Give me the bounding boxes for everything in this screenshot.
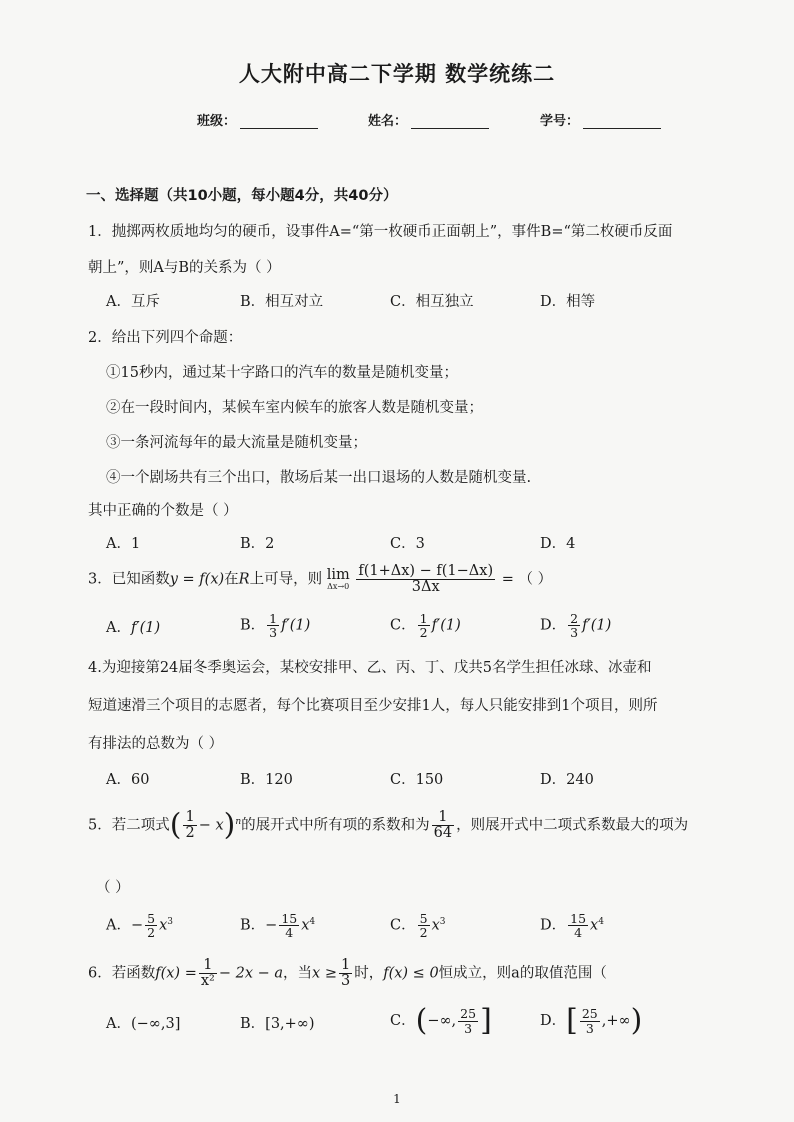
q5-option-a-label: A．	[106, 917, 131, 934]
q6-ineq: f(x) ≤ 0	[383, 965, 439, 982]
q1-stem-line1: 1．抛掷两枚质地均匀的硬币，设事件A=“第一枚硬币正面朝上”，事件B=“第二枚硬币反面	[88, 224, 673, 240]
q6-option-d-open: [	[566, 1003, 578, 1038]
q4-option-b: B．120	[240, 772, 293, 788]
q5-base-num: 1	[185, 809, 195, 825]
q6-option-d-den: 3	[585, 1020, 594, 1036]
q1-option-a: A．互斥	[106, 294, 160, 310]
q5-open-paren: (	[169, 807, 182, 843]
q5-base-frac	[183, 810, 196, 841]
class-field	[197, 110, 318, 129]
q3-denominator: 3Δx	[411, 579, 440, 596]
q6-option-c-open: (	[415, 1003, 428, 1038]
q3-option-a-label: A．	[106, 620, 131, 636]
q6-option-d-label: D．	[540, 1013, 567, 1029]
q3-option-c-frac	[418, 612, 430, 639]
q2-item-2: ②在一段时间内，某候车室内候车的旅客人数是随机变量；	[106, 400, 483, 416]
q3-limit	[327, 568, 350, 591]
q6-stem	[88, 958, 607, 989]
q2-item-3: ③一条河流每年的最大流量是随机变量；	[106, 435, 367, 451]
q3-option-b-den: 3	[269, 625, 278, 641]
q3-option-d	[540, 612, 611, 639]
q5-option-c-x: x	[431, 917, 440, 934]
q5-option-b-frac	[279, 912, 299, 939]
q3-post: 上可导，则	[249, 571, 323, 588]
class-blank	[240, 114, 318, 129]
q5-option-a-num: 5	[147, 911, 156, 926]
q5-sum-den: 64	[433, 825, 453, 842]
q2-option-b: B．2	[240, 536, 275, 552]
q6-tail: 恒成立，则a的取值范围（	[438, 965, 607, 982]
q3-option-b	[240, 612, 310, 639]
section-heading: 一、选择题（共10小题，每小题4分，共40分）	[86, 188, 398, 204]
q5-option-b-x: x	[301, 917, 310, 934]
q5-option-b-num: 15	[281, 911, 298, 926]
q3-option-d-frac	[568, 612, 580, 639]
q5-option-b-sign: −	[265, 917, 278, 934]
q5-close-paren: )	[223, 807, 236, 843]
exam-title: 人大附中高二下学期 数学统练二	[238, 62, 556, 86]
q3-option-d-label: D．	[540, 617, 567, 634]
q3-option-b-label: B．	[240, 617, 266, 634]
q6-cond-den: 3	[340, 973, 351, 990]
q1-option-b: B．相互对立	[240, 294, 324, 310]
q6-option-d-num: 25	[581, 1006, 598, 1022]
q1-stem-line2: 朝上”，则A与B的关系为（ ）	[88, 260, 281, 276]
q3-option-b-f: f′(1)	[281, 617, 311, 634]
q6-rest: − 2x − a	[218, 965, 284, 982]
q6-option-d	[540, 1003, 643, 1038]
q4-options	[106, 768, 726, 798]
student-info-row	[0, 110, 794, 132]
q5-option-c-exp: 3	[439, 916, 446, 927]
q3-mid: 在	[224, 571, 239, 588]
student-id-blank	[583, 114, 661, 129]
q3-option-b-frac	[267, 612, 279, 639]
q2-item-1: ①15秒内，通过某十字路口的汽车的数量是随机变量；	[106, 365, 458, 381]
student-id-field	[540, 110, 661, 129]
q6-option-c-label: C．	[390, 1013, 416, 1029]
q5-option-b-label: B．	[240, 917, 266, 934]
q6-fx: f(x) =	[155, 965, 197, 982]
q4-option-d: D．240	[540, 772, 594, 788]
q6-post: 时，	[354, 965, 384, 982]
q3-option-c-num: 1	[419, 611, 428, 626]
q5-post: ，则展开式中二项式系数最大的项为	[456, 817, 689, 834]
q3-options	[106, 612, 726, 642]
q5-option-d-num: 15	[570, 911, 587, 926]
q5-sum-frac	[432, 810, 454, 841]
q5-option-c-den: 2	[419, 925, 428, 941]
q2-option-c: C．3	[390, 536, 425, 552]
q3-option-d-num: 2	[570, 611, 579, 626]
q6-option-c	[390, 1003, 492, 1038]
q5-option-d-label: D．	[540, 917, 567, 934]
q5-option-b-exp: 4	[309, 916, 316, 927]
q4-option-c: C．150	[390, 772, 444, 788]
q1-option-c: C．相互独立	[390, 294, 474, 310]
name-blank	[411, 114, 489, 129]
q6-option-b-value: [3,+∞)	[265, 1016, 315, 1032]
q5-stem	[88, 807, 689, 843]
q6-option-a-value: (−∞,3]	[130, 1016, 181, 1032]
q5-option-b	[240, 912, 315, 939]
q3-option-d-f: f′(1)	[582, 617, 612, 634]
q5-option-d-exp: 4	[598, 916, 604, 927]
q5-option-a-sign: −	[130, 917, 144, 934]
q4-stem-line1: 4.为迎接第24届冬季奥运会，某校安排甲、乙、丙、丁、戊共5名学生担任冰球、冰壶和	[88, 660, 652, 676]
q2-item-4: ④一个剧场共有三个出口，散场后某一出口退场的人数是随机变量.	[106, 470, 532, 486]
q3-option-c-den: 2	[419, 625, 428, 641]
q2-options	[106, 532, 726, 562]
q2-option-d: D．4	[540, 536, 576, 552]
q3-pre: 3．已知函数	[88, 571, 170, 588]
q5-option-d-den: 4	[574, 925, 583, 941]
q5-option-a-x: x	[159, 917, 168, 934]
q2-stem: 2．给出下列四个命题：	[88, 330, 243, 346]
q3-func: y = f(x)	[169, 571, 225, 588]
q5-answer-paren: （ ）	[96, 880, 130, 896]
q6-option-b	[240, 1012, 315, 1033]
q6-cond-frac	[339, 958, 352, 989]
q5-option-c-label: C．	[390, 917, 416, 934]
q6-option-c-frac	[458, 1007, 478, 1034]
q4-stem-line2: 短道速滑三个项目的志愿者，每个比赛项目至少安排1人，每人只能安排到1个项目，则所	[88, 698, 658, 714]
q6-option-d-post: ,+∞	[601, 1013, 631, 1029]
q6-frac	[199, 958, 217, 989]
q3-numerator: f(1+Δx) − f(1−Δx)	[358, 563, 494, 579]
q6-option-d-close: )	[630, 1003, 643, 1038]
q5-option-d	[540, 912, 604, 939]
class-label: 班级：	[197, 114, 237, 129]
q3-lim-word: lim	[326, 567, 350, 584]
q5-mid: 的展开式中所有项的系数和为	[241, 817, 430, 834]
student-id-label: 学号：	[540, 114, 580, 129]
q6-cond: x ≥	[312, 965, 337, 982]
q5-option-b-den: 4	[285, 925, 294, 941]
q3-lim-sub: Δx→0	[327, 581, 350, 591]
q6-option-c-den: 3	[464, 1020, 473, 1036]
q3-tail: = （ ）	[501, 571, 553, 588]
q6-pre: 6．若函数	[88, 965, 156, 982]
q6-option-c-close: ]	[480, 1003, 492, 1038]
page-number: 1	[393, 1092, 401, 1106]
q2-option-a: A．1	[106, 536, 141, 552]
q5-option-a-exp: 3	[167, 916, 174, 927]
q5-base-den: 2	[185, 825, 195, 842]
q5-option-d-frac	[568, 912, 588, 939]
q1-options	[106, 290, 726, 320]
q3-option-c-label: C．	[390, 617, 416, 634]
q3-domain: R	[238, 571, 250, 588]
q3-option-a	[106, 616, 160, 637]
q3-option-c-f: f′(1)	[431, 617, 461, 634]
q6-option-c-num: 25	[460, 1006, 477, 1022]
q5-pre: 5．若二项式	[88, 817, 170, 834]
q5-minus-x: − x	[198, 817, 224, 834]
q6-option-b-label: B．	[240, 1016, 266, 1032]
q6-mid: ，当	[283, 965, 313, 982]
q5-options	[106, 912, 726, 952]
q5-option-c-num: 5	[419, 911, 428, 926]
q5-option-c	[390, 912, 445, 939]
q3-quotient	[356, 564, 495, 595]
q6-cond-num: 1	[340, 957, 351, 973]
q3-option-b-num: 1	[269, 611, 278, 626]
q4-option-a: A．60	[106, 772, 150, 788]
q4-stem-line3: 有排法的总数为（ ）	[88, 736, 224, 752]
q5-sum-num: 1	[432, 810, 454, 826]
q3-option-d-den: 3	[570, 625, 579, 641]
q2-question: 其中正确的个数是（ ）	[88, 503, 238, 519]
q6-option-d-frac	[580, 1007, 600, 1034]
q6-frac-den: x²	[200, 973, 215, 990]
q3-option-a-value: f′(1)	[130, 620, 161, 636]
q6-options	[106, 1003, 726, 1046]
q6-option-a	[106, 1012, 180, 1033]
q5-option-d-x: x	[590, 917, 599, 934]
q3-option-c	[390, 612, 461, 639]
name-label: 姓名：	[368, 114, 408, 129]
q6-frac-num: 1	[199, 958, 217, 974]
q5-option-c-frac	[418, 912, 430, 939]
q5-option-a-frac	[145, 912, 157, 939]
q5-option-a	[106, 912, 173, 939]
name-field	[368, 110, 489, 129]
q5-option-a-den: 2	[147, 925, 156, 941]
q6-option-a-label: A．	[106, 1016, 131, 1032]
q3-stem	[88, 564, 552, 595]
q1-option-d: D．相等	[540, 294, 596, 310]
q5-exponent: n	[235, 816, 242, 827]
q6-option-c-pre: −∞,	[427, 1013, 457, 1029]
